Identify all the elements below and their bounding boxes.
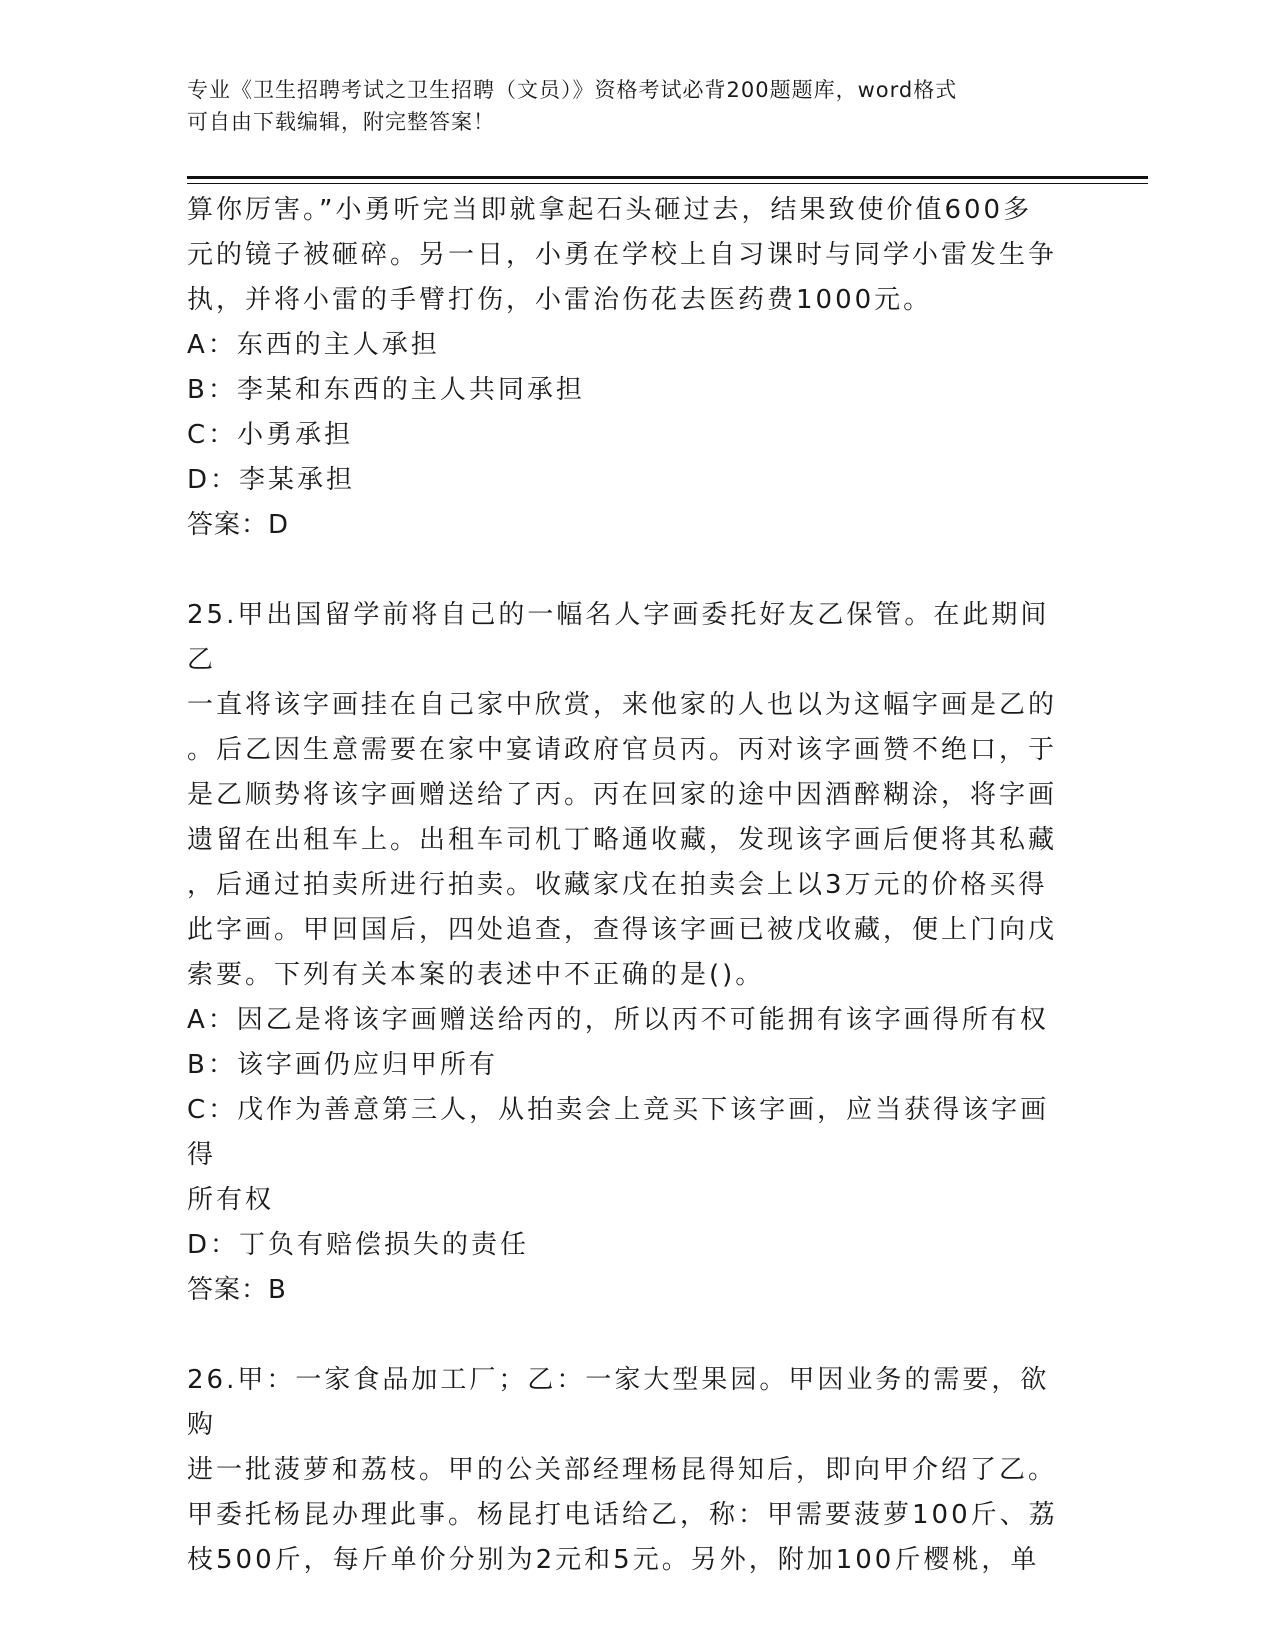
header-divider-thin (187, 183, 1148, 184)
question-text-line: 25.甲出国留学前将自己的一幅名人字画委托好友乙保管。在此期间乙 (187, 600, 1050, 675)
spacer (187, 1313, 1067, 1358)
question-25 (187, 593, 1067, 1313)
question-text-line: 索要。下列有关本案的表述中不正确的是()。 (187, 960, 765, 990)
option-d: D：丁负有赔偿损失的责任 (187, 1230, 530, 1260)
question-text-line: 进一批菠萝和荔枝。甲的公关部经理杨昆得知后，即向甲介绍了乙。 (187, 1455, 1058, 1485)
header-line-2: 可自由下载编辑，附完整答案！ (187, 110, 495, 134)
question-text-line: 。后乙因生意需要在家中宴请政府官员丙。丙对该字画赞不绝口，于 (187, 735, 1058, 765)
option-c: C：戊作为善意第三人，从拍卖会上竞买下该字画，应当获得该字画得 (187, 1095, 1050, 1170)
header-divider-thick (187, 176, 1148, 179)
option-c-continued: 所有权 (187, 1185, 275, 1215)
question-text-line: 一直将该字画挂在自己家中欣赏，来他家的人也以为这幅字画是乙的 (187, 690, 1058, 720)
option-a: A：东西的主人承担 (187, 330, 440, 360)
answer-line: 答案：D (187, 510, 290, 540)
question-26 (187, 1358, 1067, 1583)
option-c: C：小勇承担 (187, 420, 354, 450)
option-b: B：李某和东西的主人共同承担 (187, 375, 585, 405)
question-text-line: 执，并将小雷的手臂打伤，小雷治伤花去医药费1000元。 (187, 285, 933, 315)
document-header (187, 74, 1087, 138)
option-d: D：李某承担 (187, 465, 356, 495)
question-text-line: 此字画。甲回国后，四处追查，查得该字画已被戊收藏，便上门向戊 (187, 915, 1058, 945)
question-text-line: 甲委托杨昆办理此事。杨昆打电话给乙，称：甲需要菠萝100斤、荔 (187, 1500, 1058, 1530)
question-text-line: 算你厉害。”小勇听完当即就拿起石头砸过去，结果致使价值600多 (187, 195, 1033, 225)
document-body (187, 188, 1067, 1583)
question-text-line: ，后通过拍卖所进行拍卖。收藏家戊在拍卖会上以3万元的价格买得 (187, 870, 1048, 900)
question-text-line: 遗留在出租车上。出租车司机丁略通收藏，发现该字画后便将其私藏 (187, 825, 1058, 855)
question-text-line: 26.甲：一家食品加工厂；乙：一家大型果园。甲因业务的需要，欲购 (187, 1365, 1050, 1440)
option-b: B：该字画仍应归甲所有 (187, 1050, 498, 1080)
question-24 (187, 188, 1067, 548)
question-text-line: 是乙顺势将该字画赠送给了丙。丙在回家的途中因酒醉糊涂，将字画 (187, 780, 1058, 810)
header-line-1: 专业《卫生招聘考试之卫生招聘（文员）》资格考试必背200题题库，word格式 (187, 78, 958, 102)
answer-line: 答案：B (187, 1275, 287, 1305)
option-a: A：因乙是将该字画赠送给丙的，所以丙不可能拥有该字画得所有权 (187, 1005, 1049, 1035)
question-text-line: 枝500斤，每斤单价分别为2元和5元。另外，附加100斤樱桃，单 (187, 1545, 1040, 1575)
question-text-line: 元的镜子被砸碎。另一日，小勇在学校上自习课时与同学小雷发生争 (187, 240, 1058, 270)
spacer (187, 548, 1067, 593)
